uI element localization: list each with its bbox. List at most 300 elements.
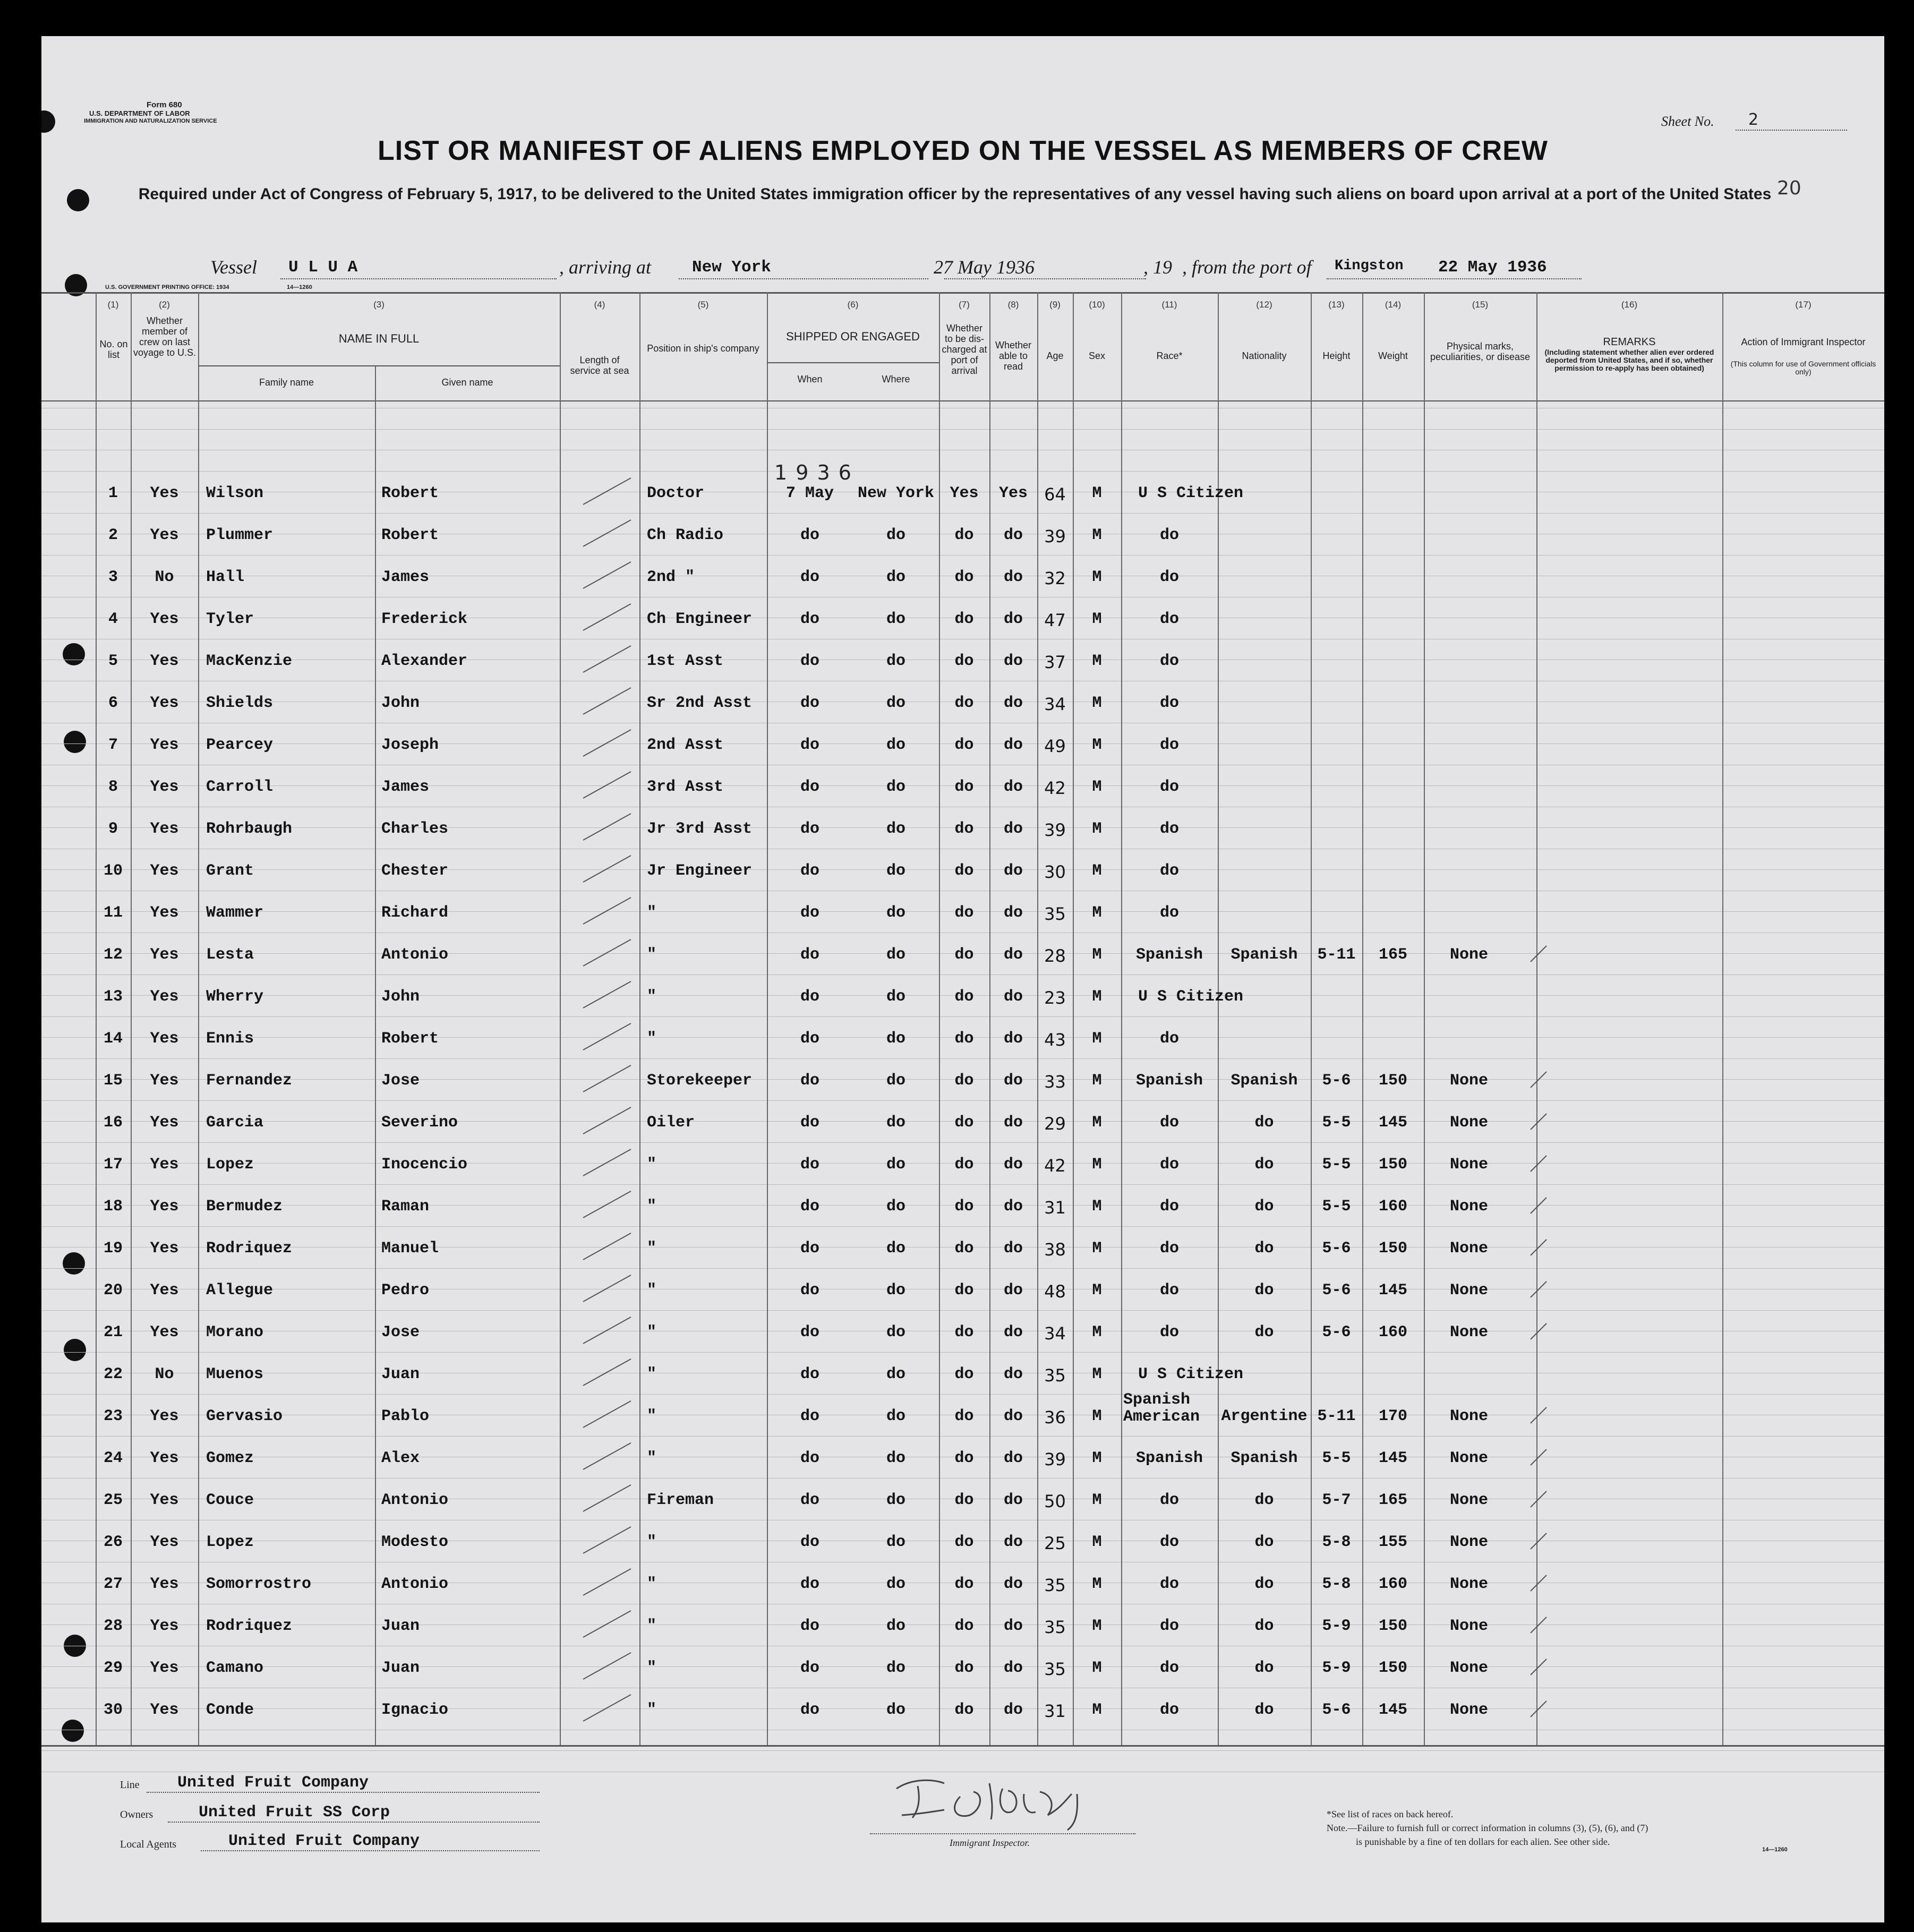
cell-race: do [1159, 1156, 1179, 1174]
header-position: Position in ship's company [647, 343, 759, 354]
service-check-mark [573, 726, 636, 758]
cell-crew: Yes [150, 988, 179, 1006]
header-race: Race* [1156, 351, 1183, 361]
cell-discharged: do [954, 1323, 974, 1341]
cell-family-name: Couce [206, 1491, 254, 1509]
cell-read: Yes [998, 484, 1028, 502]
cell-when: do [800, 1617, 819, 1635]
punch-hole [63, 1252, 85, 1275]
cell-when: do [800, 610, 819, 628]
cell-race: U S Citizen [1138, 1365, 1244, 1383]
punch-hole [64, 731, 86, 753]
cell-sex: M [1092, 694, 1102, 712]
cell-read: do [1003, 946, 1023, 964]
cell-weight: 165 [1378, 1491, 1407, 1509]
cell-when: do [800, 778, 819, 796]
cell-when: do [800, 1659, 819, 1677]
cell-no: 26 [103, 1533, 123, 1551]
cell-weight: 150 [1378, 1659, 1407, 1677]
cell-where: do [886, 1659, 905, 1677]
cell-sex: M [1092, 484, 1102, 502]
cell-family-name: Rodriquez [206, 1617, 293, 1635]
cell-when: do [800, 1449, 819, 1467]
header-given-name: Given name [441, 377, 493, 388]
cell-race: do [1159, 1659, 1179, 1677]
cell-when: do [800, 1156, 819, 1174]
from-port: Kingston [1335, 258, 1404, 274]
cell-age: 34 [1044, 694, 1066, 714]
col-num: (7) [959, 300, 970, 310]
cell-nationality: do [1254, 1533, 1274, 1551]
cell-position: " [647, 1659, 657, 1677]
cell-no: 2 [108, 526, 118, 544]
cell-age: 35 [1044, 1659, 1066, 1679]
physical-check-mark [1528, 1530, 1550, 1551]
header-remarks: REMARKS [1603, 336, 1656, 348]
cell-when: do [800, 1114, 819, 1132]
cell-race: do [1159, 568, 1179, 586]
cell-position: " [647, 1617, 657, 1635]
cell-physical: None [1449, 1072, 1488, 1090]
cell-read: do [1003, 1659, 1023, 1677]
cell-discharged: do [954, 862, 974, 880]
cell-discharged: do [954, 1407, 974, 1425]
cell-crew: Yes [150, 862, 179, 880]
cell-nationality: do [1254, 1114, 1274, 1132]
cell-sex: M [1092, 904, 1102, 922]
cell-age: 47 [1044, 610, 1066, 630]
cell-race: Spanish [1135, 1072, 1203, 1090]
cell-height: 5-8 [1322, 1533, 1351, 1551]
cell-no: 24 [103, 1449, 123, 1467]
cell-weight: 160 [1378, 1323, 1407, 1341]
cell-physical: None [1449, 1659, 1488, 1677]
header-sex: Sex [1088, 351, 1106, 361]
cell-weight: 145 [1378, 1701, 1407, 1719]
cell-read: do [1003, 904, 1023, 922]
cell-age: 48 [1044, 1281, 1066, 1302]
cell-discharged: do [954, 1533, 974, 1551]
col-num: (6) [847, 300, 859, 310]
cell-age: 39 [1044, 526, 1066, 546]
cell-sex: M [1092, 1407, 1102, 1425]
cell-no: 27 [103, 1575, 123, 1593]
cell-age: 35 [1044, 1575, 1066, 1595]
cell-given-name: Robert [381, 526, 439, 544]
cell-family-name: Gervasio [206, 1407, 283, 1425]
col-num: (3) [373, 300, 384, 310]
cell-when: do [800, 694, 819, 712]
cell-discharged: do [954, 1030, 974, 1048]
cell-weight: 170 [1378, 1407, 1407, 1425]
cell-discharged: Yes [950, 484, 979, 502]
punch-hole [63, 643, 85, 665]
cell-where: do [886, 1407, 905, 1425]
cell-race: Spanish [1135, 946, 1203, 964]
header-weight: Weight [1378, 351, 1408, 361]
cell-where: do [886, 1072, 905, 1090]
col-num: (9) [1049, 300, 1061, 310]
cell-physical: None [1449, 1239, 1488, 1258]
cell-no: 12 [103, 946, 123, 964]
cell-crew: Yes [150, 736, 179, 754]
cell-given-name: Antonio [381, 946, 449, 964]
cell-sex: M [1092, 1198, 1102, 1216]
cell-race: do [1159, 1281, 1179, 1300]
cell-family-name: Muenos [206, 1365, 264, 1383]
cell-age: 39 [1044, 820, 1066, 840]
cell-position: Jr Engineer [647, 862, 753, 880]
cell-read: do [1003, 652, 1023, 670]
cell-family-name: Lesta [206, 946, 254, 964]
cell-age: 29 [1044, 1114, 1066, 1134]
cell-given-name: Modesto [381, 1533, 449, 1551]
cell-physical: None [1449, 1323, 1488, 1341]
cell-sex: M [1092, 652, 1102, 670]
cell-weight: 145 [1378, 1114, 1407, 1132]
vessel-name: U L U A [288, 258, 358, 277]
cell-crew: Yes [150, 1239, 179, 1258]
cell-discharged: do [954, 652, 974, 670]
cell-age: 35 [1044, 1365, 1066, 1386]
cell-race: Spanish [1135, 1449, 1203, 1467]
cell-discharged: do [954, 610, 974, 628]
page-title: LIST OR MANIFEST OF ALIENS EMPLOYED ON THE VESSEL AS MEMBERS OF CREW [378, 135, 1548, 166]
cell-when: do [800, 862, 819, 880]
cell-weight: 160 [1378, 1575, 1407, 1593]
cell-where: do [886, 946, 905, 964]
cell-nationality: do [1254, 1281, 1274, 1300]
cell-discharged: do [954, 946, 974, 964]
cell-no: 6 [108, 694, 118, 712]
header-physical: Physical marks, peculiarities, or disease [1430, 341, 1531, 362]
physical-check-mark [1528, 1656, 1550, 1677]
cell-no: 30 [103, 1701, 123, 1719]
departure-date: 22 May 1936 [1438, 258, 1547, 277]
cell-weight: 150 [1378, 1239, 1407, 1258]
cell-where: do [886, 652, 905, 670]
service-check-mark [573, 1691, 636, 1723]
cell-height: 5-11 [1317, 946, 1356, 964]
cell-sex: M [1092, 778, 1102, 796]
cell-weight: 150 [1378, 1072, 1407, 1090]
cell-no: 5 [108, 652, 118, 670]
cell-race: do [1159, 778, 1179, 796]
cell-discharged: do [954, 1281, 974, 1300]
cell-discharged: do [954, 1701, 974, 1719]
cell-discharged: do [954, 568, 974, 586]
cell-where: do [886, 904, 905, 922]
cell-age: 31 [1044, 1701, 1066, 1721]
cell-height: 5-6 [1322, 1281, 1351, 1300]
cell-race: do [1159, 1533, 1179, 1551]
cell-discharged: do [954, 1659, 974, 1677]
cell-when: do [800, 1407, 819, 1425]
cell-discharged: do [954, 1114, 974, 1132]
cell-physical: None [1449, 1407, 1488, 1425]
cell-family-name: MacKenzie [206, 652, 293, 670]
cell-no: 29 [103, 1659, 123, 1677]
cell-position: " [647, 1198, 657, 1216]
cell-race: U S Citizen [1138, 484, 1244, 502]
cell-given-name: Raman [381, 1198, 430, 1216]
col-num: (5) [697, 300, 709, 310]
manifest-sheet [41, 36, 1884, 1922]
cell-physical: None [1449, 1491, 1488, 1509]
cell-read: do [1003, 694, 1023, 712]
cell-sex: M [1092, 1533, 1102, 1551]
department-label: U.S. DEPARTMENT OF LABOR [89, 109, 190, 117]
col-num: (12) [1256, 300, 1272, 310]
cell-when: do [800, 1030, 819, 1048]
service-check-mark [573, 1104, 636, 1136]
cell-no: 15 [103, 1072, 123, 1090]
cell-when: do [800, 1491, 819, 1509]
cell-nationality: do [1254, 1701, 1274, 1719]
cell-age: 25 [1044, 1533, 1066, 1553]
cell-position: Jr 3rd Asst [647, 820, 753, 838]
cell-family-name: Bermudez [206, 1198, 283, 1216]
cell-family-name: Carroll [206, 778, 274, 796]
cell-weight: 145 [1378, 1449, 1407, 1467]
cell-discharged: do [954, 1617, 974, 1635]
cell-discharged: do [954, 820, 974, 838]
physical-check-mark [1528, 1572, 1550, 1593]
cell-read: do [1003, 1323, 1023, 1341]
cell-read: do [1003, 1030, 1023, 1048]
physical-check-mark [1528, 1488, 1550, 1509]
cell-read: do [1003, 1281, 1023, 1300]
cell-discharged: do [954, 736, 974, 754]
punch-hole [67, 189, 89, 211]
cell-physical: None [1449, 1449, 1488, 1467]
header-whether-crew: Whether member of crew on last voyage to U.S. [133, 315, 196, 358]
cell-no: 14 [103, 1030, 123, 1048]
cell-position: Sr 2nd Asst [647, 694, 753, 712]
cell-given-name: Alex [381, 1449, 420, 1467]
cell-given-name: Severino [381, 1114, 458, 1132]
cell-read: do [1003, 778, 1023, 796]
cell-read: do [1003, 1491, 1023, 1509]
service-check-mark [573, 1608, 636, 1639]
cell-physical: None [1449, 1156, 1488, 1174]
cell-physical: None [1449, 946, 1488, 964]
physical-check-mark [1528, 1068, 1550, 1090]
sheet-no-label: Sheet No. [1661, 114, 1714, 129]
cell-no: 19 [103, 1239, 123, 1258]
cell-read: do [1003, 988, 1023, 1006]
cell-sex: M [1092, 1449, 1102, 1467]
cell-no: 13 [103, 988, 123, 1006]
cell-age: 35 [1044, 904, 1066, 924]
agents-value: United Fruit Company [228, 1832, 420, 1850]
cell-weight: 155 [1378, 1533, 1407, 1551]
cell-position: 2nd " [647, 568, 695, 586]
cell-height: 5-6 [1322, 1323, 1351, 1341]
cell-sex: M [1092, 1239, 1102, 1258]
cell-nationality: do [1254, 1198, 1274, 1216]
cell-position: " [647, 1030, 657, 1048]
service-check-mark [573, 978, 636, 1010]
cell-race: do [1159, 862, 1179, 880]
cell-when: do [800, 736, 819, 754]
cell-height: 5-6 [1322, 1239, 1351, 1258]
cell-position: " [647, 1575, 657, 1593]
year-written: 1 9 3 6 [774, 461, 852, 484]
cell-discharged: do [954, 1491, 974, 1509]
cell-read: do [1003, 1156, 1023, 1174]
cell-given-name: Pedro [381, 1281, 430, 1300]
cell-where: do [886, 1239, 905, 1258]
cell-discharged: do [954, 1072, 974, 1090]
col-num: (8) [1007, 300, 1019, 310]
cell-where: do [886, 1701, 905, 1719]
cell-crew: Yes [150, 694, 179, 712]
cell-crew: Yes [150, 1575, 179, 1593]
cell-age: 33 [1044, 1072, 1066, 1092]
cell-sex: M [1092, 1701, 1102, 1719]
cell-height: 5-6 [1322, 1072, 1351, 1090]
cell-position: " [647, 1365, 657, 1383]
cell-where: do [886, 610, 905, 628]
cell-when: do [800, 946, 819, 964]
cell-race: do [1159, 904, 1179, 922]
cell-race: do [1159, 1575, 1179, 1593]
cell-given-name: Robert [381, 1030, 439, 1048]
service-check-mark [573, 1440, 636, 1472]
arrival-date: 27 May 1936 [934, 257, 1035, 278]
page-subtitle: Required under Act of Congress of February 5, 1917, to be delivered to the United States immigration officer by the representatives of any vessel having such aliens on board upon arrival at a port of the United States [138, 185, 1772, 203]
header-action: Action of Immigrant Inspector [1741, 337, 1866, 347]
cell-crew: Yes [150, 1449, 179, 1467]
cell-age: 31 [1044, 1198, 1066, 1218]
cell-crew: Yes [150, 610, 179, 628]
cell-discharged: do [954, 1156, 974, 1174]
cell-no: 3 [108, 568, 118, 586]
cell-where: do [886, 862, 905, 880]
cell-read: do [1003, 1365, 1023, 1383]
cell-discharged: do [954, 988, 974, 1006]
service-check-mark [573, 1146, 636, 1178]
cell-sex: M [1092, 1323, 1102, 1341]
arriving-port: New York [692, 258, 771, 277]
cell-where: do [886, 1030, 905, 1048]
cell-height: 5-6 [1322, 1701, 1351, 1719]
col-num: (10) [1089, 300, 1105, 310]
cell-crew: Yes [150, 1323, 179, 1341]
cell-where: do [886, 1575, 905, 1593]
service-check-mark [573, 685, 636, 716]
cell-family-name: Grant [206, 862, 254, 880]
service-check-mark [573, 1314, 636, 1346]
cell-sex: M [1092, 1114, 1102, 1132]
cell-when: do [800, 1323, 819, 1341]
cell-crew: Yes [150, 1030, 179, 1048]
cell-given-name: Jose [381, 1072, 420, 1090]
cell-read: do [1003, 736, 1023, 754]
col-num: (2) [159, 300, 170, 310]
header-length-service: Length of service at sea [570, 355, 629, 376]
cell-crew: Yes [150, 820, 179, 838]
cell-family-name: Allegue [206, 1281, 274, 1300]
cell-read: do [1003, 1533, 1023, 1551]
cell-sex: M [1092, 1072, 1102, 1090]
cell-race: do [1159, 610, 1179, 628]
cell-discharged: do [954, 1365, 974, 1383]
cell-no: 20 [103, 1281, 123, 1300]
cell-when: do [800, 1365, 819, 1383]
service-check-mark [573, 1482, 636, 1514]
cell-when: do [800, 1575, 819, 1593]
service-check-mark [573, 559, 636, 591]
cell-when: do [800, 1072, 819, 1090]
cell-crew: No [155, 568, 174, 586]
cell-when: do [800, 1239, 819, 1258]
cell-height: 5-5 [1322, 1198, 1351, 1216]
cell-weight: 150 [1378, 1617, 1407, 1635]
note-penalty-1: Note.—Failure to furnish full or correct information in columns (3), (5), (6), and (7) [1327, 1823, 1648, 1833]
cell-given-name: Ignacio [381, 1701, 449, 1719]
cell-crew: Yes [150, 1072, 179, 1090]
physical-check-mark [1528, 1236, 1550, 1258]
col-num: (4) [594, 300, 605, 310]
service-check-mark [573, 1398, 636, 1430]
service-check-mark [573, 643, 636, 674]
service-check-mark [573, 1356, 636, 1388]
cell-nationality: do [1254, 1491, 1274, 1509]
cell-family-name: Gomez [206, 1449, 254, 1467]
cell-given-name: Joseph [381, 736, 439, 754]
cell-family-name: Morano [206, 1323, 264, 1341]
cell-nationality: do [1254, 1156, 1274, 1174]
cell-sex: M [1092, 1281, 1102, 1300]
cell-family-name: Wherry [206, 988, 264, 1006]
cell-where: do [886, 1156, 905, 1174]
cell-read: do [1003, 1575, 1023, 1593]
col-num: (16) [1621, 300, 1638, 310]
cell-position: " [647, 1156, 657, 1174]
cell-race: do [1159, 820, 1179, 838]
cell-read: do [1003, 1617, 1023, 1635]
cell-nationality: Spanish [1231, 1072, 1298, 1090]
cell-age: 42 [1044, 778, 1066, 798]
header-remarks-note: (Including statement whether alien ever ordered deported from United States, and if so, whether permission to re-apply has been obtained) [1544, 348, 1714, 372]
arriving-label: , arriving at [559, 257, 652, 278]
service-check-mark [573, 1524, 636, 1555]
cell-race: do [1159, 1198, 1179, 1216]
cell-no: 23 [103, 1407, 123, 1425]
cell-discharged: do [954, 526, 974, 544]
cell-race: do [1159, 652, 1179, 670]
cell-position: " [647, 1449, 657, 1467]
cell-given-name: Charles [381, 820, 449, 838]
cell-race: do [1159, 1491, 1179, 1509]
service-check-mark [573, 894, 636, 926]
inspector-signature [881, 1757, 1157, 1831]
cell-where: do [886, 820, 905, 838]
cell-discharged: do [954, 904, 974, 922]
physical-check-mark [1528, 1404, 1550, 1425]
cell-where: do [886, 1365, 905, 1383]
service-check-mark [573, 1566, 636, 1597]
cell-read: do [1003, 1239, 1023, 1258]
cell-given-name: John [381, 694, 420, 712]
cell-crew: Yes [150, 1659, 179, 1677]
owners-value: United Fruit SS Corp [199, 1803, 390, 1822]
cell-race: do [1159, 1617, 1179, 1635]
cell-where: do [886, 1281, 905, 1300]
cell-age: 42 [1044, 1156, 1066, 1176]
